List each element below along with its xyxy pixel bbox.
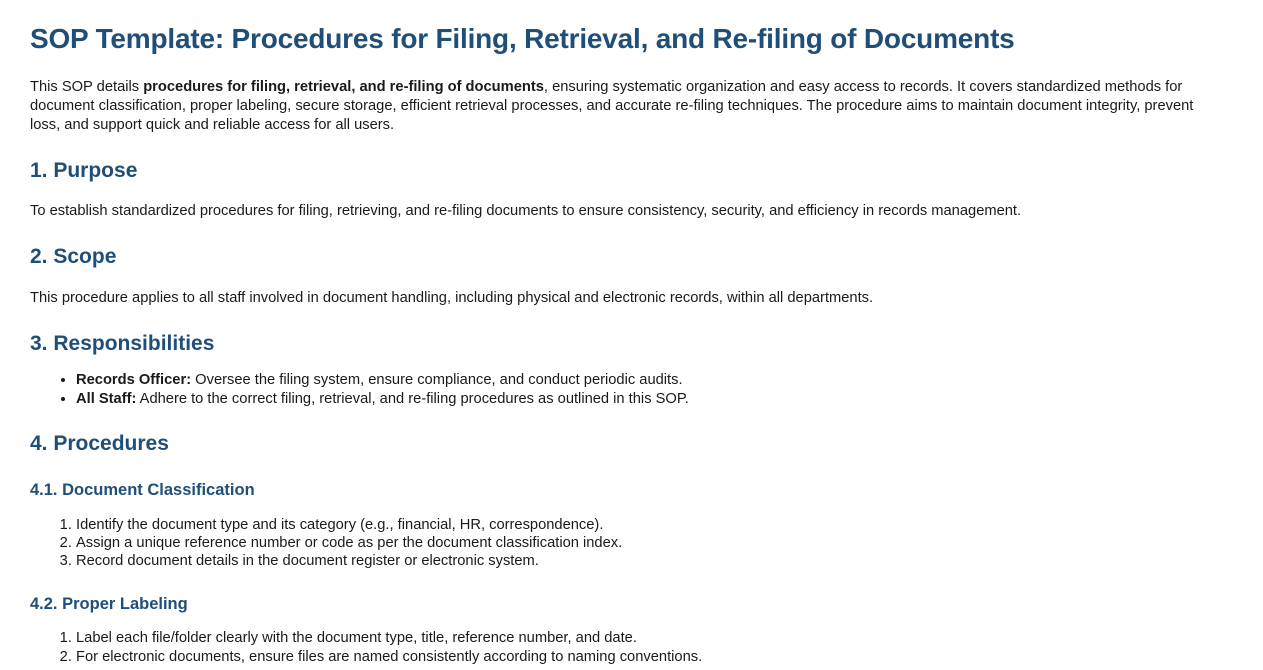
section-heading-responsibilities: 3. Responsibilities (30, 331, 215, 355)
responsibility-role-label: All Staff: (76, 390, 137, 407)
list-item: 2. Assign a unique reference number or code as per the document classification index. (76, 534, 1233, 552)
responsibility-text: Oversee the filing system, ensure compliance, and conduct periodic audits. (191, 372, 683, 389)
intro-part2: , ensuring systematic organization and easy access to records. It covers standardized methods for document classification, proper labeling, secure storage, efficient retrieval processes, and accurate re-filing techniques. The procedure aims to maintain document integrity, prevent loss, and support quick and reliable access for all users. (30, 79, 1194, 134)
intro-part1: This SOP details (30, 79, 144, 96)
responsibilities-list (30, 371, 1233, 408)
list-item (76, 371, 1233, 389)
list-item (76, 390, 1233, 408)
responsibility-text: Adhere to the correct filing, retrieval, and re-filing procedures as outlined in this SOP. (136, 390, 689, 407)
intro-paragraph (30, 78, 1200, 135)
proper-labeling-steps (30, 629, 1233, 666)
page-title: SOP Template: Procedures for Filing, Retrieval, and Re-filing of Documents (30, 23, 1015, 54)
intro-bold-phrase: procedures for filing, retrieval, and re-filing of documents (143, 79, 544, 96)
section-body-purpose: To establish standardized procedures for filing, retrieving, and re-filing documents to ensure consistency, security, and efficiency in records management. (30, 203, 1022, 220)
section-heading-purpose: 1. Purpose (30, 159, 138, 183)
section-body-scope: This procedure applies to all staff involved in document handling, including physical and electronic records, within all departments. (30, 289, 874, 306)
section-heading-procedures: 4. Procedures (30, 431, 169, 455)
subsection-heading-document-classification: 4.1. Document Classification (30, 481, 255, 500)
list-item: 1. Label each file/folder clearly with the document type, title, reference number, and date. (76, 629, 1233, 647)
list-item: 2. For electronic documents, ensure files are named consistently according to naming conventions. (76, 648, 1233, 666)
document-classification-steps (30, 516, 1233, 571)
list-item: 3. Record document details in the document register or electronic system. (76, 552, 1233, 570)
list-item: 1. Identify the document type and its category (e.g., financial, HR, correspondence). (76, 516, 1233, 534)
subsection-heading-proper-labeling: 4.2. Proper Labeling (30, 594, 188, 613)
section-heading-scope: 2. Scope (30, 245, 117, 269)
responsibility-role-label: Records Officer: (76, 372, 192, 389)
